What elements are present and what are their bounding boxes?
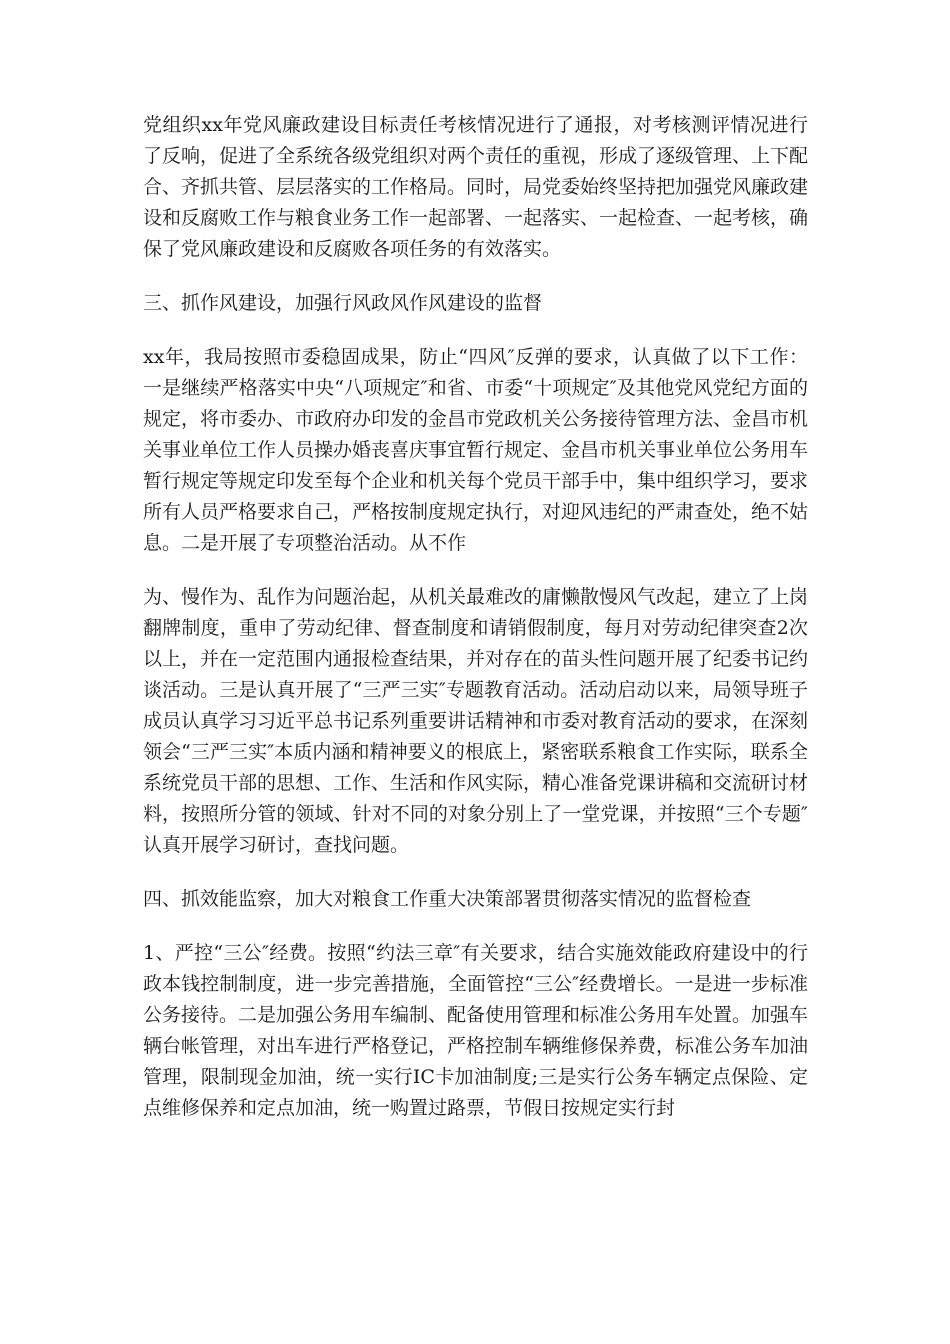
section-heading-3: 三、抓作风建设，加强行风政风作风建设的监督 bbox=[143, 292, 543, 314]
paragraph-2: xx年，我局按照市委稳固成果，防止“四风″反弹的要求，认真做了以下工作：一是继续严格落实中央“八项规定″和省、市委“十项规定″及其他党风党纪方面的规定，将市委办、市政府办印发的金昌市党政机关公务接待管理方法、金昌市机关事业单位工作人员操办婚丧喜庆事宜暂行规定、金昌市机关事业单位公务用车暂行规定等规定印发至每个企业和机关每个党员干部手中，集中组织学习，要求所有人员严格要求自己，严格按制度规定执行，对迎风违纪的严肃查处，绝不姑息。二是开展了专项整治活动。从不作 bbox=[143, 346, 809, 554]
document-page bbox=[143, 110, 808, 1147]
paragraph-3: 为、慢作为、乱作为问题治起，从机关最难改的庸懒散慢风气改起，建立了上岗翻牌制度，重申了劳动纪律、督查制度和请销假制度，每月对劳动纪律突查2次以上，并在一定范围内通报检查结果，并对存在的苗头性问题开展了纪委书记约谈活动。三是认真开展了“三严三实″专题教育活动。活动启动以来，局领导班子成员认真学习习近平总书记系列重要讲话精神和市委对教育活动的要求，在深刻领会“三严三实″本质内涵和精神要义的根底上，紧密联系粮食工作实际，联系全系统党员干部的思想、工作、生活和作风实际，精心准备党课讲稿和交流研讨材料，按照所分管的领域、针对不同的对象分别上了一堂党课，并按照“三个专题″认真开展学习研讨，查找问题。 bbox=[143, 586, 809, 856]
paragraph-1: 党组织xx年党风廉政建设目标责任考核情况进行了通报，对考核测评情况进行了反响，促进了全系统各级党组织对两个责任的重视，形成了逐级管理、上下配合、齐抓共管、层层落实的工作格局。同时，局党委始终坚持把加强党风廉政建设和反腐败工作与粮食业务工作一起部署、一起落实、一起检查、一起考核，确保了党风廉政建设和反腐败各项任务的有效落实。 bbox=[143, 114, 809, 260]
paragraph-4: 1、严控“三公″经费。按照“约法三章″有关要求，结合实施效能政府建设中的行政本钱控制制度，进一步完善措施，全面管控“三公″经费增长。一是进一步标准公务接待。二是加强公务用车编制、配备使用管理和标准公务用车处置。加强车辆台帐管理，对出车进行严格登记，严格控制车辆维修保养费，标准公务车加油管理，限制现金加油，统一实行IC卡加油制度;三是实行公务车辆定点保险、定点维修保养和定点加油，统一购置过路票，节假日按规定实行封 bbox=[143, 942, 809, 1119]
section-heading-4: 四、抓效能监察，加大对粮食工作重大决策部署贯彻落实情况的监督检查 bbox=[143, 888, 752, 910]
